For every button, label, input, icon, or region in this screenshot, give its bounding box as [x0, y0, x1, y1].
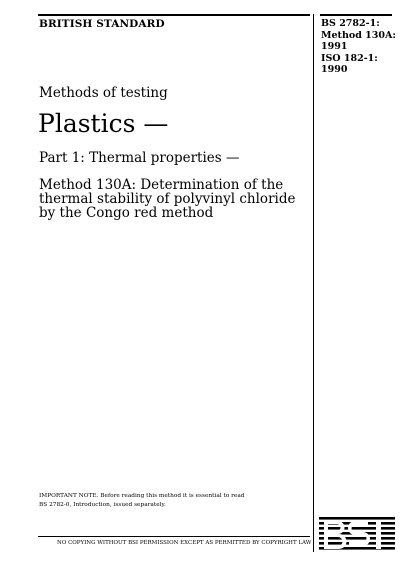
identifier-line: ISO 182-1: — [321, 52, 378, 64]
note-line: IMPORTANT NOTE. Before reading this method it is essential to read — [39, 493, 245, 499]
publisher-heading: BRITISH STANDARD — [39, 18, 165, 30]
part-title: Part 1: Thermal properties — — [39, 150, 240, 166]
bsi-logo-icon — [319, 517, 395, 553]
standard-identifiers — [321, 18, 401, 76]
document-title: Plastics — — [38, 109, 169, 138]
header-rule-right — [320, 14, 392, 16]
document-subtitle: Methods of testing — [39, 85, 168, 101]
important-note — [39, 492, 309, 510]
identifier-line: 1990 — [321, 64, 348, 75]
footer-rule — [38, 536, 310, 537]
method-title — [39, 178, 309, 220]
method-title-line: Method 130A: Determination of the — [39, 177, 284, 193]
identifier-line: 1991 — [321, 41, 348, 52]
method-title-line: by the Congo red method — [39, 205, 214, 221]
column-divider — [313, 14, 314, 552]
header-rule-left — [38, 14, 310, 16]
identifier-line: BS 2782-1: — [321, 18, 380, 29]
identifier-line: Method 130A: — [321, 29, 396, 41]
method-title-line: thermal stability of polyvinyl chloride — [39, 191, 296, 207]
copyright-notice: NO COPYING WITHOUT BSI PERMISSION EXCEPT AS PERMITTED BY COPYRIGHT LAW — [57, 540, 312, 546]
note-line: BS 2782-0, Introduction, issued separately. — [39, 502, 166, 508]
